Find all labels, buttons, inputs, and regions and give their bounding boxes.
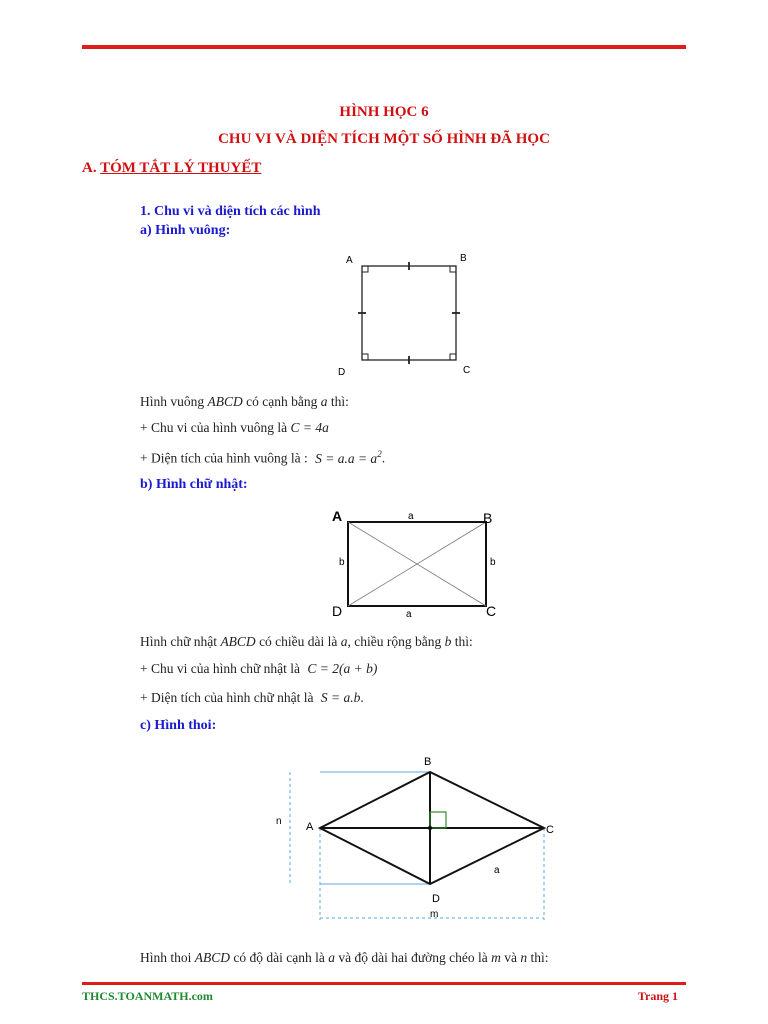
right-angle-mark	[430, 812, 446, 828]
rhombus-intro-var-n: n	[520, 950, 528, 965]
rhombus-intro-mid2: và độ dài hai đường chéo là	[338, 950, 488, 965]
square-label-d: D	[338, 367, 346, 378]
rhombus-intro-var-a: a	[328, 950, 335, 965]
square-intro-name: ABCD	[207, 394, 243, 409]
square-perimeter	[140, 420, 329, 436]
rhombus-label-b: B	[424, 756, 432, 768]
footer-site-link[interactable]: THCS.TOANMATH.com	[82, 989, 213, 1003]
rect-intro-text: Hình chữ nhật	[140, 634, 218, 649]
square-area	[140, 449, 385, 467]
rhombus-intro	[140, 950, 549, 966]
square-intro	[140, 394, 349, 410]
rect-intro-mid2: , chiều rộng bằng	[347, 634, 442, 649]
square-area-text: + Diện tích của hình vuông là :	[140, 450, 308, 466]
rhombus-intro-name: ABCD	[194, 950, 231, 965]
rhombus-label-a: A	[306, 821, 314, 833]
right-angle-b	[450, 266, 456, 272]
section-a-prefix: A.	[82, 160, 97, 176]
footer-page-number: Trang 1	[637, 989, 678, 1003]
rhombus-intro-var-m: m	[491, 950, 501, 965]
rhombus-intro-post: thì:	[530, 950, 549, 965]
header-rule	[82, 45, 686, 49]
rect-perimeter-formula: C = 2(a + b)	[307, 661, 378, 676]
square-area-end: .	[381, 450, 386, 466]
rhombus-figure	[270, 750, 570, 930]
rect-intro-mid: có chiều dài là	[259, 634, 338, 649]
square-intro-var: a	[320, 394, 328, 409]
square-area-exponent: 2	[377, 449, 382, 459]
rect-perimeter-text: + Chu vi của hình chữ nhật là	[140, 661, 301, 676]
square-label-a: A	[346, 255, 353, 266]
page-title: HÌNH HỌC 6	[339, 104, 429, 120]
square-intro-mid: có cạnh bằng	[246, 394, 318, 409]
rect-label-c: C	[486, 603, 497, 619]
rectangle-figure	[326, 505, 506, 620]
subsection-1-heading: 1. Chu vi và diện tích các hình	[140, 204, 321, 219]
rectangle-heading: b) Hình chữ nhật:	[140, 477, 248, 492]
footer-rule	[82, 982, 686, 985]
square-label-c: C	[463, 365, 471, 376]
square-intro-post: thì:	[330, 394, 349, 409]
right-angle-d	[362, 354, 368, 360]
rectangle-perimeter	[140, 661, 377, 677]
rhombus-label-a-side: a	[494, 865, 500, 876]
rhombus-label-d: D	[432, 893, 440, 905]
rectangle-intro	[140, 634, 473, 650]
rect-label-a: A	[332, 508, 343, 524]
rect-intro-var-a: a	[340, 634, 348, 649]
rect-intro-post: thì:	[454, 634, 473, 649]
rhombus-intro-text: Hình thoi	[140, 950, 192, 965]
square-intro-text: Hình vuông	[140, 394, 205, 409]
rect-intro-var-b: b	[444, 634, 452, 649]
rectangle-area	[140, 690, 364, 706]
page-subtitle: CHU VI VÀ DIỆN TÍCH MỘT SỐ HÌNH ĐÃ HỌC	[218, 131, 550, 147]
rect-area-end: .	[360, 690, 364, 705]
rect-label-d: D	[332, 603, 343, 619]
center-point	[428, 826, 432, 830]
rhombus-intro-and: và	[504, 950, 518, 965]
square-heading: a) Hình vuông:	[140, 223, 231, 238]
rect-label-bottom-a: a	[406, 609, 412, 620]
right-angle-c	[450, 354, 456, 360]
right-angle-a	[362, 266, 368, 272]
rhombus-label-m: m	[430, 909, 439, 920]
rect-label-right-b: b	[490, 557, 496, 568]
rhombus-label-c: C	[546, 824, 554, 836]
square-label-b: B	[460, 253, 467, 264]
rhombus-intro-mid: có độ dài cạnh là	[233, 950, 325, 965]
rhombus-heading: c) Hình thoi:	[140, 718, 217, 733]
square-perimeter-formula: C = 4a	[290, 420, 329, 435]
square-figure	[330, 248, 480, 378]
section-a-heading	[82, 160, 261, 177]
rect-intro-name: ABCD	[220, 634, 256, 649]
rect-area-formula: S = a.b	[320, 690, 361, 705]
rect-label-left-b: b	[339, 557, 345, 568]
square-shape	[362, 266, 456, 360]
rect-area-text: + Diện tích của hình chữ nhật là	[140, 690, 314, 705]
section-a-label: TÓM TẮT LÝ THUYẾT	[100, 160, 262, 176]
square-perimeter-text: + Chu vi của hình vuông là	[140, 420, 288, 435]
rect-label-b: B	[483, 510, 493, 526]
square-area-formula: S = a.a = a	[315, 450, 378, 466]
rect-label-top-a: a	[408, 511, 414, 522]
rhombus-label-n: n	[276, 816, 282, 827]
